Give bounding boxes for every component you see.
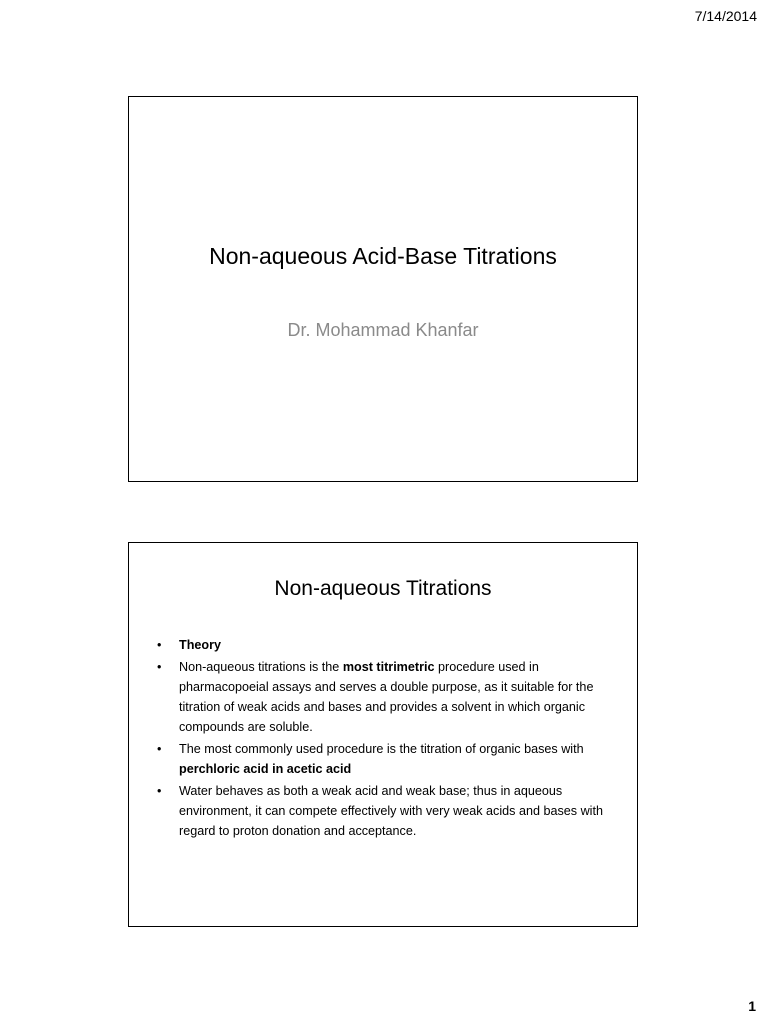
slide-title <box>128 96 638 482</box>
bullet-item-procedure <box>157 739 615 779</box>
slide-1-title: Non-aqueous Acid-Base Titrations <box>209 243 557 269</box>
page-number: 1 <box>748 998 756 1014</box>
bullet-text: Non-aqueous titrations is the <box>179 660 343 674</box>
bullet-text: Water behaves as both a weak acid and weak base; thus in aqueous environment, it can compete effectively with very weak acids and bases with regard to proton donation and acceptance. <box>179 784 603 838</box>
bullet-text: procedure used in pharmacopoeial assays and serves a double purpose, as it suitable for the titration of weak acids and bases and provides a solvent in which organic compounds are soluble. <box>179 660 594 734</box>
slide-2-title: Non-aqueous Titrations <box>274 577 492 600</box>
slide-1-author: Dr. Mohammad Khanfar <box>287 320 479 340</box>
bullet-text: The most commonly used procedure is the titration of organic bases with <box>179 742 584 756</box>
slide-content <box>128 542 638 927</box>
page-date: 7/14/2014 <box>694 8 757 24</box>
bullet-item-definition <box>157 657 615 737</box>
bullet-dot: • <box>157 742 162 756</box>
bullet-text-bold: perchloric acid in acetic acid <box>179 762 352 776</box>
bullet-text-bold: most titrimetric <box>342 660 435 674</box>
bullet-dot: • <box>157 660 162 674</box>
bullet-item-theory <box>157 635 615 655</box>
bullet-dot: • <box>157 638 162 652</box>
bullet-text-bold: Theory <box>179 638 221 652</box>
bullet-list <box>157 635 615 843</box>
bullet-dot: • <box>157 784 162 798</box>
bullet-item-water <box>157 781 615 841</box>
